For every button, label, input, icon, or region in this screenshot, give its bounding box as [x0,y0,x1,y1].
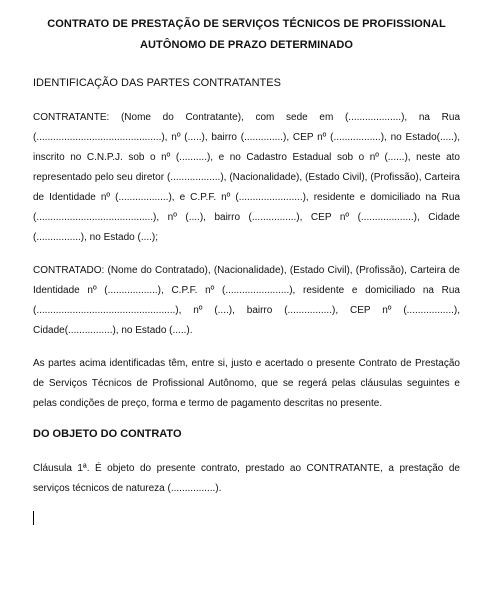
section-heading-objeto: DO OBJETO DO CONTRATO [33,428,182,440]
partes-paragraph: As partes acima identificadas têm, entre si, justo e acertado o presente Contrato de Prestação de Serviços Técnicos de Profissional Autônomo, que se regerá pelas cláusulas seguintes e pelas condições de preço, forma e termo de pagamento descritas no presente. [33,358,460,409]
clausula-1-paragraph: Cláusula 1ª. É objeto do presente contrato, prestado ao CONTRATANTE, a prestação de serviços técnicos de natureza (................). [33,463,460,494]
contratado-paragraph: CONTRATADO: (Nome do Contratado), (Nacionalidade), (Estado Civil), (Profissão), Carteira de Identidade nº (..................), C.P.F. nº (.......................), residente e domiciliado na Rua (..................................................), nº (....), bairro (................), CEP nº (.................), Cidade(................), no Estado (.....). [33,265,460,336]
document-title [33,14,460,56]
document-title-line-2: AUTÔNOMO DE PRAZO DETERMINADO [139,39,354,51]
section-heading-identificacao: IDENTIFICAÇÃO DAS PARTES CONTRATANTES [33,77,281,89]
document-title-line-1: CONTRATO DE PRESTAÇÃO DE SERVIÇOS TÉCNICOS DE PROFISSIONAL [47,18,446,30]
text-cursor[interactable] [33,511,34,525]
contratante-paragraph: CONTRATANTE: (Nome do Contratante), com sede em (...................), na Rua (.............................................), nº (.....), bairro (..............), CEP nº (.................), no Estado(.....), inscrito no C.N.P.J. sob o nº (..........), e no Cadastro Estadual sob o nº (......), neste ato representado pelo seu diretor (..................), (Nacionalidade), (Estado Civil), (Profissão), Carteira de Identidade nº (..................), e C.P.F. nº (.......................), residente e domiciliado na Rua (..........................................), nº (....), bairro (................), CEP nº (...................), Cidade (................), no Estado (....); [33,112,460,243]
